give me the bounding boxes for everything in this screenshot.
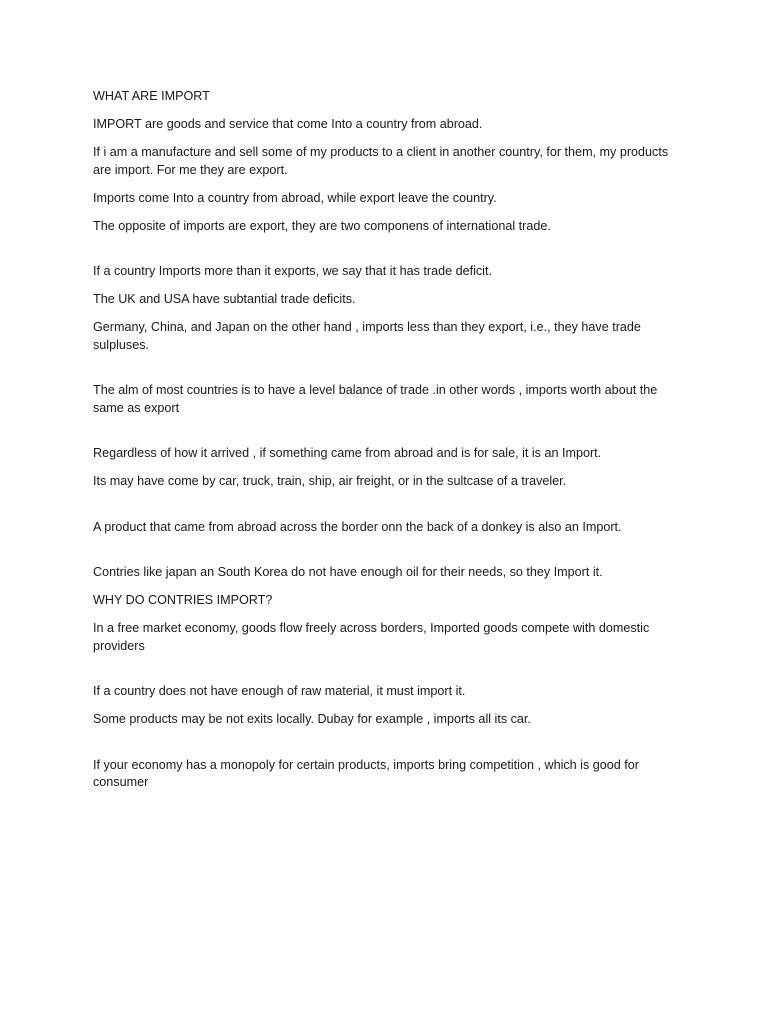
paragraph: If a country does not have enough of raw material, it must import it. [93,684,466,698]
paragraph: Some products may be not exits locally. Dubay for example , imports all its car. [93,712,531,726]
paragraph: A product that came from abroad across the border onn the back of a donkey is also an Import. [93,519,622,534]
document-heading: WHAT ARE IMPORT [93,89,210,103]
paragraph: In a free market economy, goods flow freely across borders, Imported goods compete with domestic providers [93,621,650,653]
paragraph: Germany, China, and Japan on the other hand , imports less than they export, i.e., they have trade sulpluses. [93,320,641,352]
paragraph: If i am a manufacture and sell some of my products to a client in another country, for them, my products are import. For me they are export. [93,145,669,177]
document-body [93,88,683,802]
paragraph: IMPORT are goods and service that come Into a country from abroad. [93,117,483,131]
document-subheading: WHY DO CONTRIES IMPORT? [93,593,273,607]
paragraph: If a country Imports more than it exports, we say that it has trade deficit. [93,264,492,278]
paragraph: Contries like japan an South Korea do not have enough oil for their needs, so they Import it. [93,565,603,579]
paragraph: Its may have come by car, truck, train, ship, air freight, or in the sultcase of a traveler. [93,474,567,488]
paragraph: The alm of most countries is to have a level balance of trade .in other words , imports worth about the same as export [93,383,658,415]
paragraph: The opposite of imports are export, they are two componens of international trade. [93,218,551,233]
paragraph: If your economy has a monopoly for certain products, imports bring competition , which is good for consumer [93,757,639,789]
paragraph: The UK and USA have subtantial trade deficits. [93,292,356,306]
paragraph: Imports come Into a country from abroad, while export leave the country. [93,190,497,205]
paragraph: Regardless of how it arrived , if something came from abroad and is for sale, it is an Import. [93,446,602,460]
